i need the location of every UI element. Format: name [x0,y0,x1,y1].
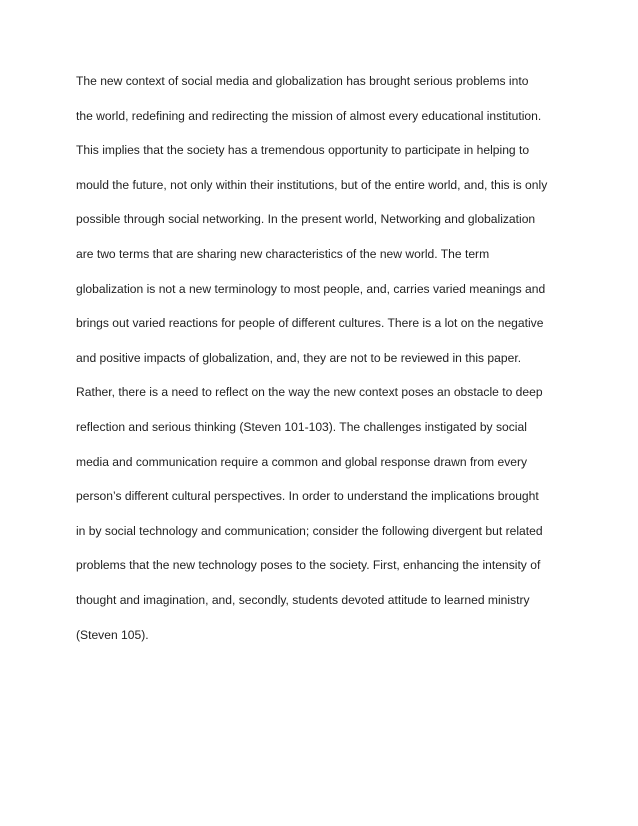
paragraph-line: in by social technology and communication; consider the following divergent but related [76,523,543,538]
body-paragraph [76,72,576,660]
paragraph-line: possible through social networking. In the present world, Networking and globalization [76,212,536,227]
paragraph-line: person’s different cultural perspectives. In order to understand the implications brought [76,489,539,504]
paragraph-line: The new context of social media and globalization has brought serious problems into [76,74,529,88]
paragraph-line: reflection and serious thinking (Steven 101-103). The challenges instigated by social [76,419,527,434]
paragraph-line: and positive impacts of globalization, and, they are not to be reviewed in this paper. [76,350,522,365]
paragraph-line: the world, redefining and redirecting the mission of almost every educational institution. [76,108,542,123]
paragraph-line: thought and imagination, and, secondly, students devoted attitude to learned ministry [76,592,530,607]
paragraph-line: problems that the new technology poses to the society. First, enhancing the intensity of [76,558,541,573]
paragraph-line: Rather, there is a need to reflect on the way the new context poses an obstacle to deep [76,385,543,400]
paragraph-line: are two terms that are sharing new characteristics of the new world. The term [76,246,490,261]
paragraph-line: media and communication require a common and global response drawn from every [76,454,528,469]
paragraph-line: This implies that the society has a tremendous opportunity to participate in helping to [76,143,530,158]
paragraph-line: globalization is not a new terminology to most people, and, carries varied meanings and [76,281,546,296]
paragraph-line: (Steven 105). [76,627,149,642]
paragraph-line: mould the future, not only within their institutions, but of the entire world, and, this is only [76,177,548,192]
paragraph-line: brings out varied reactions for people of different cultures. There is a lot on the negative [76,316,544,331]
